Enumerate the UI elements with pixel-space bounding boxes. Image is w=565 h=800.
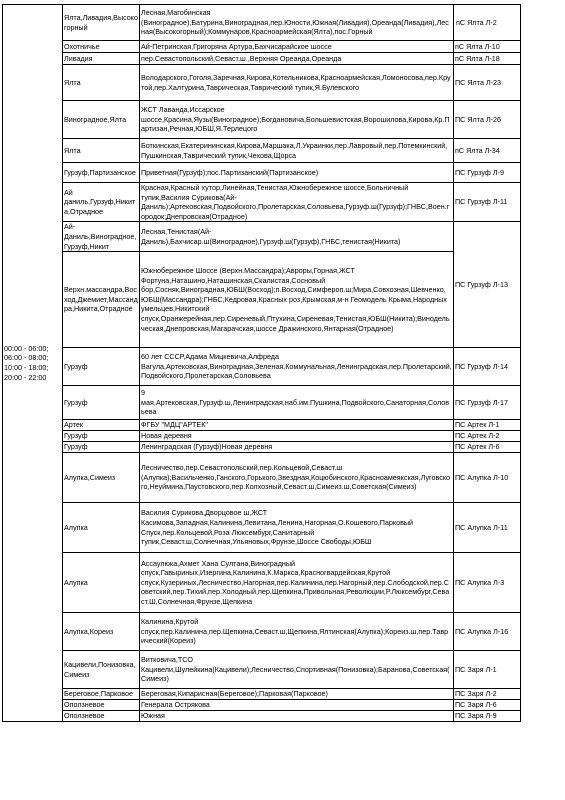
table-row — [3, 442, 521, 453]
station-cell: ПС Заря Л-1 — [454, 651, 521, 689]
place-cell: Алупка,Симеиз — [63, 453, 140, 503]
place-cell: Гурзуф,Партизанское — [63, 163, 140, 183]
station-cell: пС Ялта Л-34 — [454, 139, 521, 163]
table-row — [3, 700, 521, 711]
table-row — [3, 53, 521, 65]
streets-cell: Лесная,Магобинская (Виноградное),Батурина,Виноградная,пер.Юности,Южная(Ливадия),Ореанда(Ливадия),Лесная(Высокогорный);Коммунаров,Красноармейская(Ялта),пос.Горный — [140, 5, 454, 41]
streets-cell: Лесничество,пер.Севастопольский,пер.Кольцевой,Севаст.ш (Алупка);Васильченко,Ганского,Горького,Звездная,Коцюбинского,Красноамеякская,Луговского,Неуймина,Паустовского,пер.Колхозный,Севаст.ш,Симеиз.ш,Советская(Симеиз) — [140, 453, 454, 503]
place-cell: Верхн.массандра,Восход,Джемиет,Массандра,Никита,Отрадное — [63, 252, 140, 348]
station-cell: пС Ялта Л-2 — [454, 5, 521, 41]
schedule-cell: 00:00 - 06:00; 06:00 - 08:00; 10:00 - 18:00; 20:00 - 22:00 — [3, 5, 63, 722]
streets-cell: Новая деревня — [140, 431, 454, 442]
streets-cell: Красная,Красный хутор,Линейная,Тенистая,Южнобережное шоссе,Больничный тупик,Василия Сурикова(Ай-Даниль);Артековская,Подвойского,Пролетарская,Соловьева,Гурзуф.ш(Гурзуф);ГНБС,Воен.городок;Днепровская(Отрадное) — [140, 183, 454, 222]
streets-cell: Ай-Петринская,Григоряна Артура,Бахчисарайское шоссе — [140, 41, 454, 53]
place-cell: Артек — [63, 420, 140, 431]
table-row — [3, 163, 521, 183]
streets-cell: Генерала Острякова — [140, 700, 454, 711]
table-row — [3, 651, 521, 689]
streets-cell: Витковича,ТСО Кацивели,Шулейкина(Кацивели);Лесничество,Спортивная(Понизовка);Баранова,Советская(Симеиз) — [140, 651, 454, 689]
streets-cell: Береговая,Кипарисная(Береговое);Парковая(Парковое) — [140, 689, 454, 700]
station-cell: ПС Ялта Л-23 — [454, 65, 521, 101]
table-row — [3, 222, 521, 252]
station-cell: ПС Гурзуф Л-14 — [454, 348, 521, 386]
station-cell: ПС Алупка Л-11 — [454, 503, 521, 553]
place-cell: Оползневое — [63, 700, 140, 711]
table-row — [3, 420, 521, 431]
station-cell: ПС Гурзуф Л-13 — [454, 222, 521, 348]
streets-cell: Калинина,Крутой спуск,пер.Калинина,пер.Щепкина,Севаст.ш,Щепкина,Ялтинская(Алупка);Кореиз.ш,пер.Таврический(Кореиз) — [140, 613, 454, 651]
table-row — [3, 711, 521, 722]
streets-cell: Боткинская,Екатерининская,Кирова,Маршака,Л.Украинки,пер.Лавровый,пер.Потемкинский,Пушкинская,Таврический тупик,Чехова,Щорса — [140, 139, 454, 163]
station-cell: пС Ялта Л-10 — [454, 41, 521, 53]
place-cell: Гурзуф — [63, 348, 140, 386]
place-cell: Гурзуф — [63, 431, 140, 442]
place-cell: Ливадия — [63, 53, 140, 65]
table-row — [3, 252, 521, 348]
streets-cell: Ленинградская (Гурзуф)Новая деревня — [140, 442, 454, 453]
table-row — [3, 348, 521, 386]
streets-cell: Володарского,Гоголя,Заречная,Кирова,Котельникова,Красноармейская,Ломоносова,пер.Крутой,пер.Халтурина,Таврическая,Таврический тупик,Я.Булевского — [140, 65, 454, 101]
table-row — [3, 139, 521, 163]
place-cell: Оползневое — [63, 711, 140, 722]
station-cell: ПС Заря Л-9 — [454, 711, 521, 722]
station-cell: ПС Ялта Л-26 — [454, 101, 521, 139]
place-cell: Охотничье — [63, 41, 140, 53]
station-cell: ПС Артек Л-2 — [454, 431, 521, 442]
table-row — [3, 431, 521, 442]
station-cell: ПС Алупка Л-10 — [454, 453, 521, 503]
station-cell: ПС Алупка Л-3 — [454, 553, 521, 613]
station-cell: ПС Гурзуф Л-11 — [454, 183, 521, 222]
place-cell: Гурзуф — [63, 442, 140, 453]
station-cell: ПС Артек Л-6 — [454, 442, 521, 453]
table-row — [3, 386, 521, 420]
station-cell: ПС Заря Л-2 — [454, 689, 521, 700]
table-row — [3, 41, 521, 53]
table-row — [3, 689, 521, 700]
place-cell: Береговое,Парковое — [63, 689, 140, 700]
station-cell: ПС Заря Л-6 — [454, 700, 521, 711]
place-cell: Ай-Даниль,Виноградное,Гурзуф,Никит — [63, 222, 140, 252]
place-cell: Алупка — [63, 553, 140, 613]
streets-cell: пер.Севастопольский,Севаст.ш.,Верхняя Ореанда,Ореанда — [140, 53, 454, 65]
streets-cell: Василия Сурикова,Дворцовое ш,ЖСТ Касимова,Западная,Калинина,Левитана,Ленина,Нагорная,О.Кошевого,Парковый Спуск,пер.Кольцевой,Роза Люксембург,Санитарный тупик,Севаст.ш,Солнечная,Ульяновых,Фрунзе,Шоссе Свободы,ЮБШ — [140, 503, 454, 553]
streets-cell: Южная — [140, 711, 454, 722]
table-row — [3, 183, 521, 222]
streets-cell: ЖСТ Лаванда,Иссарское шоссе,Красина,Яузы(Виноградное);Богдановича,Большевистская,Ворошилова,Кирова,Кр.Партизан,Речная,ЮБШ,Я.Терлецого — [140, 101, 454, 139]
place-cell: Гурзуф — [63, 386, 140, 420]
outage-schedule-table — [2, 4, 521, 722]
table-row — [3, 553, 521, 613]
station-cell: ПС Артек Л-1 — [454, 420, 521, 431]
streets-cell: Лесная,Тенистая(Ай-Даниль),Бахчисар.ш(Виноградное),Гурзуф.ш(Гурзуф),ГНБС,тенистая(Никита) — [140, 222, 454, 252]
streets-cell: ФГБУ "МДЦ"АРТЕК" — [140, 420, 454, 431]
station-cell: ПС Гурзуф Л-9 — [454, 163, 521, 183]
place-cell: Ай даниль,Гурзуф,Никита,Отрадное — [63, 183, 140, 222]
streets-cell: Приветная(Гурзуф);пос.Партизанский(Партизанское) — [140, 163, 454, 183]
station-cell: пС Ялта Л-18 — [454, 53, 521, 65]
streets-cell: 9 мая,Артековская,Гурзуф.ш,Ленинградская,наб.им.Пушкина,Подвойского,Санаторная,Соловьева — [140, 386, 454, 420]
place-cell: Алупка — [63, 503, 140, 553]
table-row — [3, 453, 521, 503]
table-row — [3, 65, 521, 101]
station-cell: ПС Алупка Л-16 — [454, 613, 521, 651]
table-row — [3, 503, 521, 553]
place-cell: Виноградное,Ялта — [63, 101, 140, 139]
place-cell: Алупка,Кореиз — [63, 613, 140, 651]
place-cell: Ялта — [63, 65, 140, 101]
place-cell: Кацивели,Понизовка,Симеиз — [63, 651, 140, 689]
table-row — [3, 101, 521, 139]
streets-cell: Южнобережное Шоссе (Верхн.Массандра);Авроры,Горная,ЖСТ Фортуна,Наташино,Наташинская,Скалистая,Сосновый бор,Сосняк,Виноградная,ЮБШ(Восход);п.Восход,Симфероп.ш;Мира,Совхозная,Шевченко,ЮБШ(Массандра);ГНБС,Кедровая,Красных роз,Крымская,м-н Геомодель Крыма,Народных умельцев,Никитский спуск,Оранжерейная,пер.Сиреневый,Птухина,Сиреневая,Тенистая,ЮБШ(Никита);Винодельческая,Днепровская,Магарачская,шоссе Дражинского,Янтарная(Отрадное) — [140, 252, 454, 348]
table-row — [3, 5, 521, 41]
streets-cell: Ассаулюка,Ахмет Хана Султана,Виноградный спуск,Гавыриных,Изергина,Калинина,К.Маркса,Красногвардейская,Крутой спуск,Кузериных,Лесничество,Нагорная,пер.Калинина,пер.Нагорный,пер.Слободской,пер.Советский,пер.Тихий,пер.Холодный,пер.Щепкина,Привольная,Революции,Р.Люксембург,Севаст.Ш,Солнечная,Фрунзе,Щепкина — [140, 553, 454, 613]
table-row — [3, 613, 521, 651]
streets-cell: 60 лет СССР,Адама Мицкевича,Алфреда Вагула,Артековская,Виноградная,Зеленая,Коммунальная,Ленинградская,пер.Пролетарский,Подвойского,Пролетарская,Соловьева — [140, 348, 454, 386]
place-cell: Ялта — [63, 139, 140, 163]
place-cell: Ялта,Ливадия,Высокогорный — [63, 5, 140, 41]
station-cell: ПС Гурзуф Л-17 — [454, 386, 521, 420]
